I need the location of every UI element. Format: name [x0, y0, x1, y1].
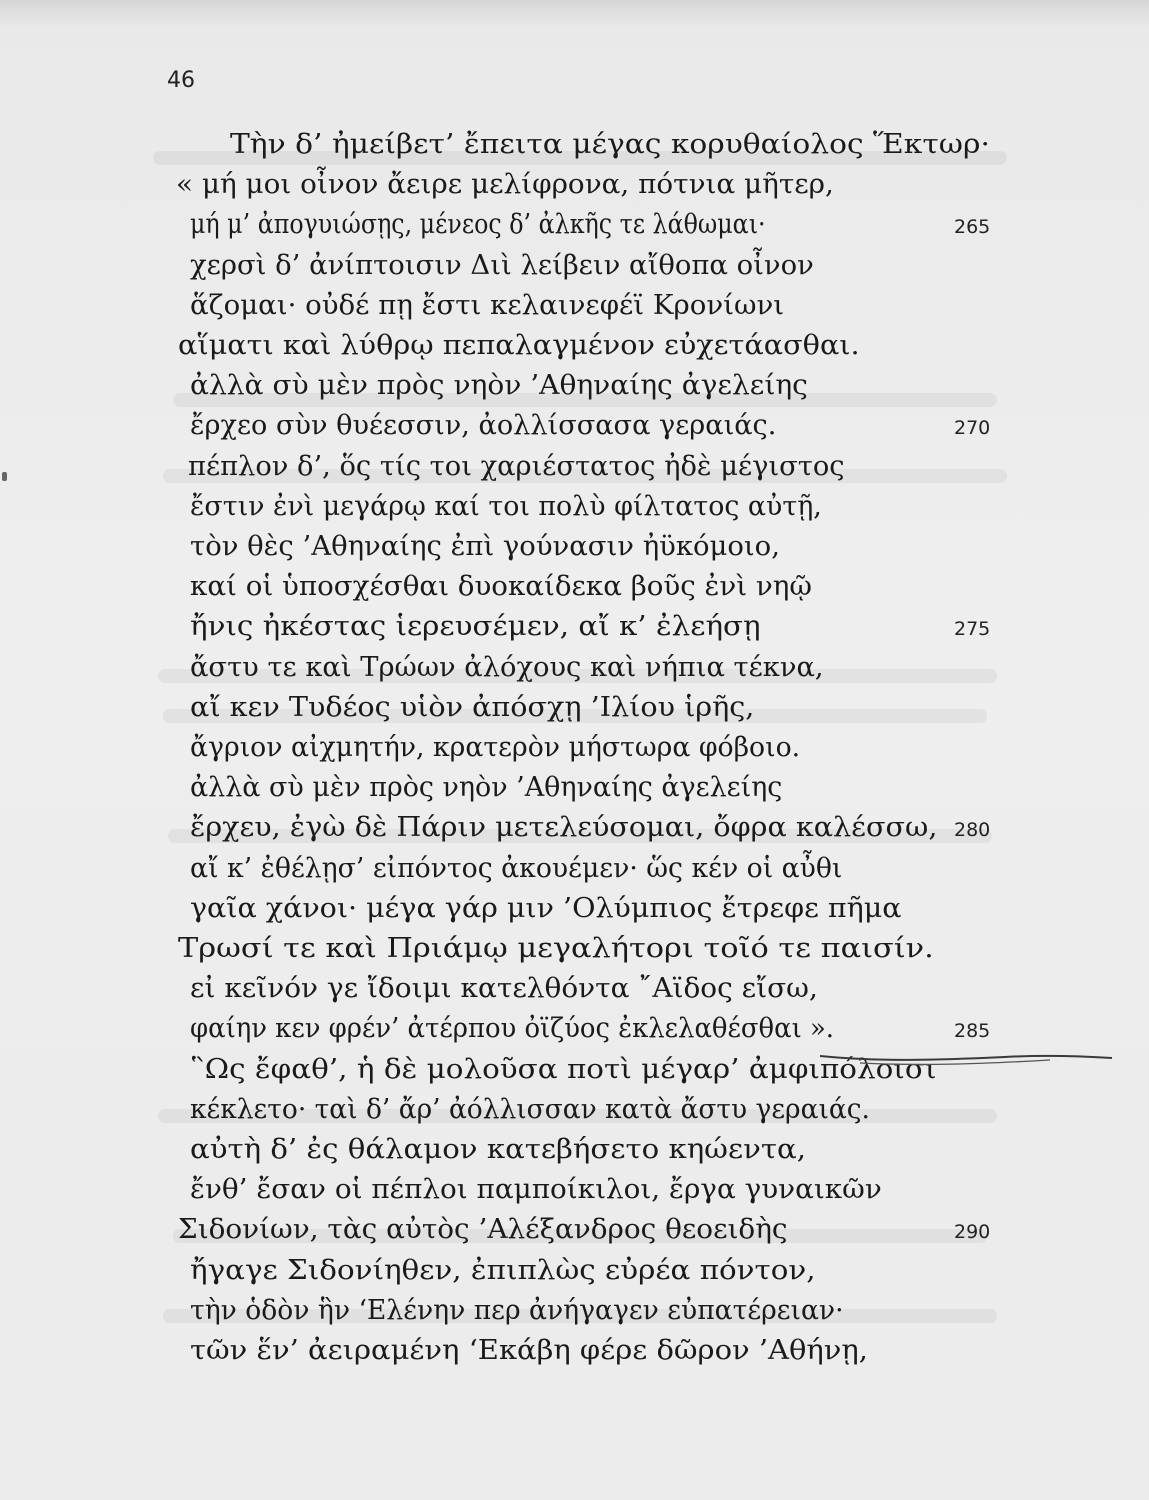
- verse-line: αἴ κεν Τυδέος υἱὸν ἀπόσχῃ ’Ιλίου ἱρῆς,: [190, 691, 755, 723]
- verse-line: ἔρχεο σὺν θυέεσσιν, ἀολλίσσασα γεραιάς.: [190, 410, 777, 442]
- verse-line: γαῖα χάνοι· μέγα γάρ μιν ’Ολύμπιος ἔτρεφε πῆμα: [190, 892, 902, 924]
- verse-line: φαίην κεν φρέν’ ἀτέρπου ὀϊζύος ἐκλελαθέσθαι ».: [190, 1013, 834, 1045]
- verse-line: πέπλον δ’, ὅς τίς τοι χαριέστατος ἠδὲ μέγιστος: [188, 450, 845, 482]
- verse-line: κέκλετο· ταὶ δ’ ἄρ’ ἀόλλισσαν κατὰ ἄστυ γεραιάς.: [190, 1093, 870, 1125]
- line-number: 270: [954, 417, 991, 440]
- verse-line: καί οἱ ὑποσχέσθαι δυοκαίδεκα βοῦς ἐνὶ νηῷ: [190, 571, 812, 603]
- verse-line: εἰ κεῖνόν γε ἴδοιμι κατελθόντα ῎Αϊδος εἴσω,: [190, 973, 818, 1005]
- line-number: 285: [954, 1020, 991, 1043]
- verse-line: αἵματι καὶ λύθρῳ πεπαλαγμένον εὐχετάασθαι.: [178, 330, 860, 361]
- verse-line: αὐτὴ δ’ ἐς θάλαμον κατεβήσετο κηώεντα,: [190, 1134, 806, 1165]
- verse-line: Σιδονίων, τὰς αὐτὸς ’Αλέξανδρος θεοειδὴς: [178, 1214, 788, 1246]
- verse-line: Τὴν δ’ ἠμείβετ’ ἔπειτα μέγας κορυθαίολος Ἕκτωρ·: [230, 129, 990, 160]
- verse-line: ἄστυ τε καὶ Τρώων ἀλόχους καὶ νήπια τέκνα,: [190, 651, 824, 683]
- verse-line: αἴ κ’ ἐθέλῃσ’ εἰπόντος ἀκουέμεν· ὥς κέν οἱ αὖθι: [190, 852, 843, 884]
- verse-line: ἔστιν ἐνὶ μεγάρῳ καί τοι πολὺ φίλτατος αὐτῇ,: [190, 490, 822, 522]
- paper-speck: [2, 472, 7, 481]
- verse-line: ἅζομαι· οὐδέ πῃ ἔστι κελαινεφέϊ Κρονίωνι: [190, 289, 785, 321]
- verse-line: μή μ’ ἀπογυιώσῃς, μένεος δ’ ἀλκῆς τε λάθωμαι·: [190, 209, 766, 241]
- verse-line: « μή μοι οἶνον ἄειρε μελίφρονα, πότνια μῆτερ,: [176, 169, 834, 201]
- verse-line: ῝Ως ἔφαθ’, ἡ δὲ μολοῦσα ποτὶ μέγαρ’ ἀμφιπόλοισι: [190, 1053, 937, 1085]
- verse-line: ἀλλὰ σὺ μὲν πρὸς νηὸν ’Αθηναίης ἀγελείης: [190, 370, 808, 402]
- line-number: 280: [954, 819, 991, 842]
- verse-line: τῶν ἕν’ ἀειραμένη ‘Εκάβη φέρε δῶρον ’Αθήνῃ,: [190, 1335, 868, 1366]
- verse-line: ἔνθ’ ἔσαν οἱ πέπλοι παμποίκιλοι, ἔργα γυναικῶν: [190, 1174, 882, 1206]
- verse-line: ἀλλὰ σὺ μὲν πρὸς νηὸν ’Αθηναίης ἀγελείης: [190, 772, 783, 804]
- verse-line: ἤγαγε Σιδονίηθεν, ἐπιπλὼς εὐρέα πόντον,: [190, 1254, 816, 1286]
- line-number: 290: [954, 1221, 991, 1244]
- verse-line: ἤνις ἠκέστας ἱερευσέμεν, αἴ κ’ ἐλεήσῃ: [190, 611, 761, 643]
- verse-line: Τρωσί τε καὶ Πριάμῳ μεγαλήτορι τοῖό τε παισίν.: [178, 933, 934, 964]
- verse-line: τὴν ὁδὸν ἣν ‘Ελένην περ ἀνήγαγεν εὐπατέρειαν·: [190, 1294, 844, 1326]
- line-number: 275: [954, 618, 991, 641]
- page-number: 46: [167, 68, 195, 93]
- line-number: 265: [954, 216, 991, 239]
- verse-line: ἄγριον αἰχμητήν, κρατερὸν μήστωρα φόβοιο.: [190, 732, 801, 763]
- verse-line: ἔρχευ, ἐγὼ δὲ Πάριν μετελεύσομαι, ὄφρα καλέσσω,: [190, 812, 938, 844]
- verse-line: τὸν θὲς ’Αθηναίης ἐπὶ γούνασιν ἠϋκόμοιο,: [190, 531, 780, 562]
- pencil-underline-mark: [800, 1048, 1120, 1088]
- verse-line: χερσὶ δ’ ἀνίπτοισιν Διὶ λείβειν αἴθοπα οἶνον: [190, 249, 814, 281]
